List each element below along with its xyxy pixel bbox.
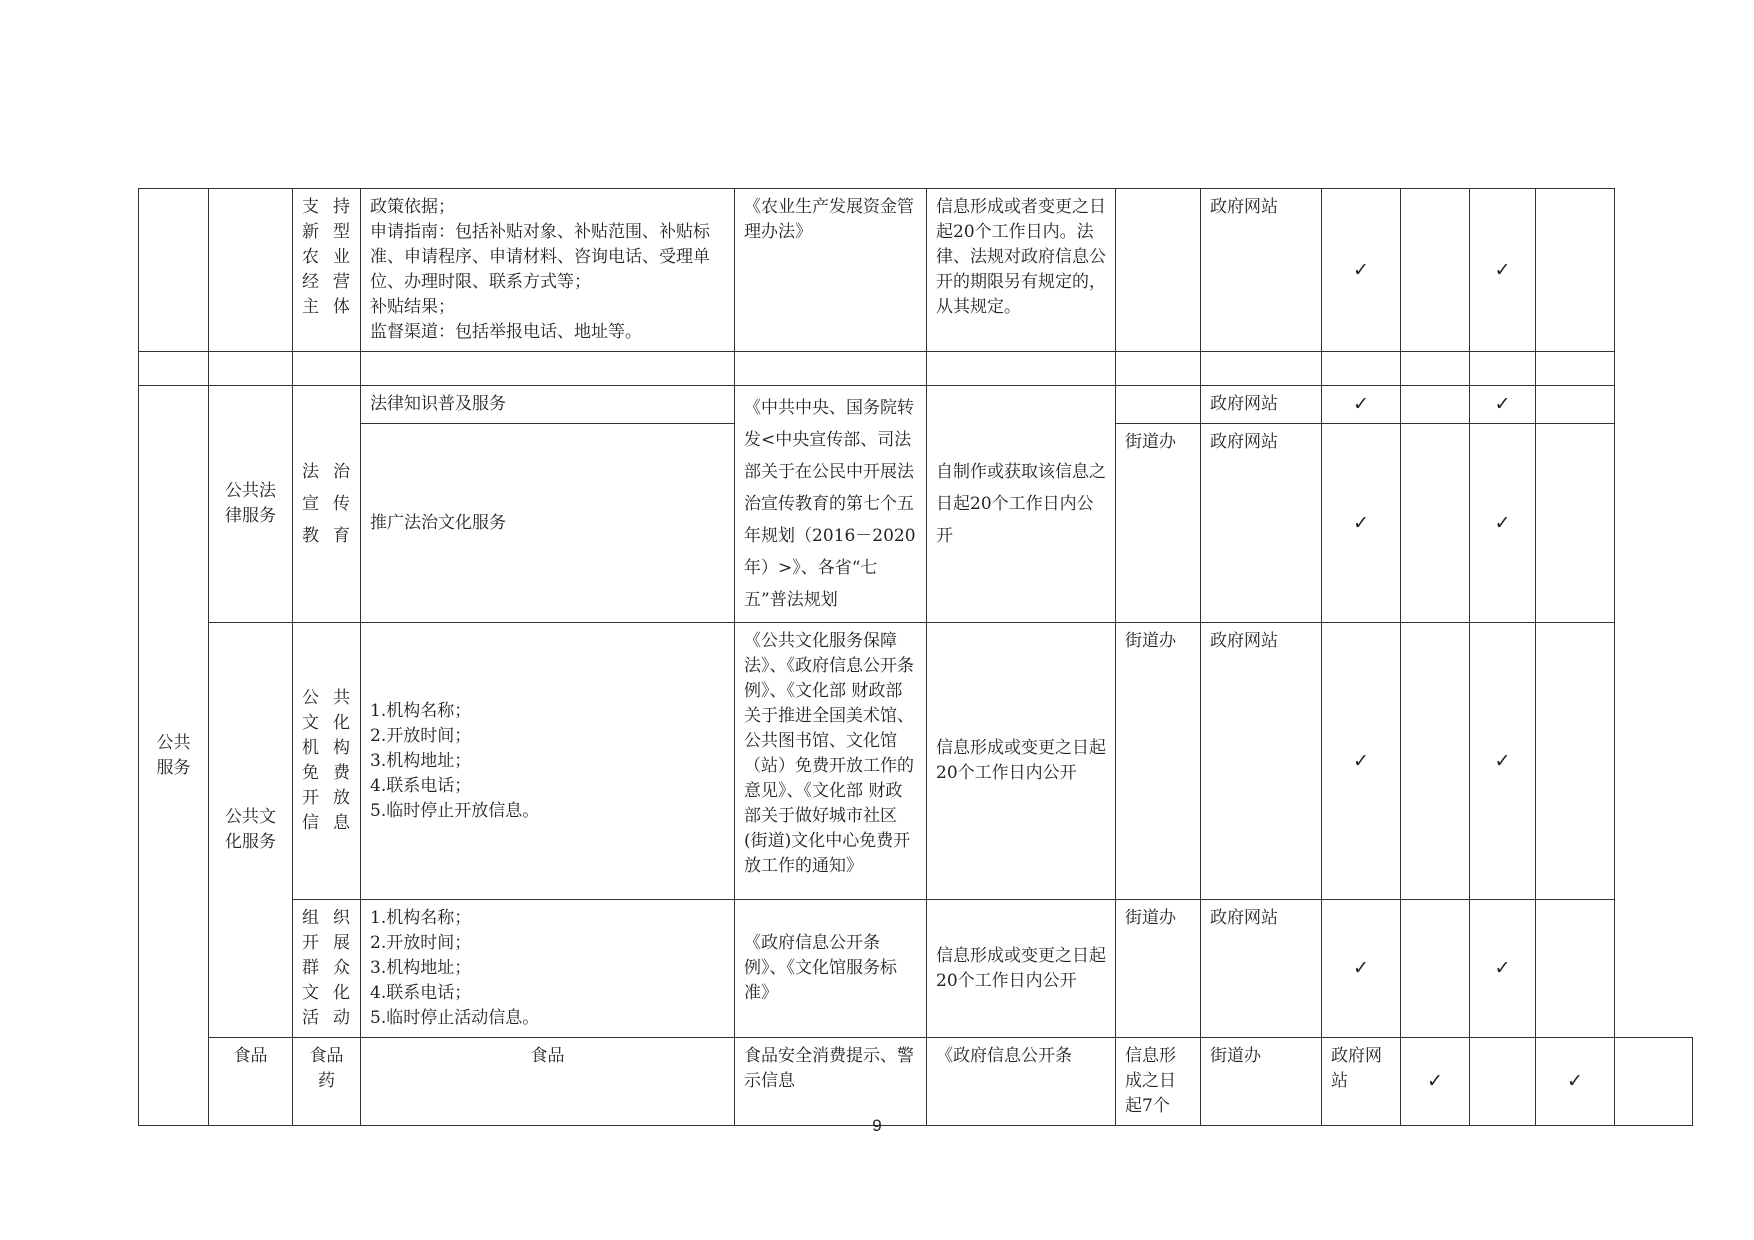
table-row (139, 386, 1693, 424)
level1-cell: 公共 服务 (139, 386, 209, 1126)
empty-cell (1536, 352, 1615, 386)
content-cell: 推广法治文化服务 (361, 424, 735, 623)
empty-cell (1615, 1038, 1693, 1126)
check-mark: ✓ (1322, 189, 1401, 352)
basis-cell: 《政府信息公开条例》、《文化馆服务标准》 (735, 900, 927, 1038)
table-row (139, 189, 1693, 352)
empty-cell (1536, 189, 1615, 352)
level1-cell (139, 189, 209, 352)
check-mark: ✓ (1470, 623, 1536, 900)
content-cell: 政策依据； 申请指南：包括补贴对象、补贴范围、补贴标准、申请程序、申请材料、咨询电话、受理单位、办理时限、联系方式等； 补贴结果； 监督渠道：包括举报电话、地址等。 (361, 189, 735, 352)
check-mark: ✓ (1322, 623, 1401, 900)
level2-cell: 公共文 化服务 (209, 623, 293, 1038)
check-mark: ✓ (1536, 1038, 1615, 1126)
table-row (139, 1038, 1693, 1126)
channel-cell: 政府网站 (1201, 386, 1322, 424)
level3-cell: 组织开展群众文化活动 (293, 900, 361, 1038)
check-mark: ✓ (1470, 424, 1536, 623)
level3-cell: 法治宣传教育 (293, 386, 361, 623)
time-cell: 自制作或获取该信息之日起20个工作日内公开 (927, 386, 1116, 623)
empty-cell (209, 352, 293, 386)
level1-cell: 食品 (209, 1038, 293, 1126)
level3-cell: 公共文化机构免费开放信息 (293, 623, 361, 900)
empty-cell (1401, 386, 1470, 424)
check-mark: ✓ (1470, 900, 1536, 1038)
channel-cell: 政府网站 (1201, 424, 1322, 623)
check-mark: ✓ (1401, 1038, 1470, 1126)
agency-cell: 街道办 (1116, 623, 1201, 900)
agency-cell (1116, 386, 1201, 424)
empty-cell (1401, 900, 1470, 1038)
basis-cell: 《政府信息公开条 (927, 1038, 1116, 1126)
level3-cell: 食品 (361, 1038, 735, 1126)
time-cell: 信息形成或者变更之日起20个工作日内。法律、法规对政府信息公开的期限另有规定的，从其规定。 (927, 189, 1116, 352)
time-cell: 信息形成或变更之日起20个工作日内公开 (927, 900, 1116, 1038)
empty-cell (1401, 623, 1470, 900)
content-cell: 法律知识普及服务 (361, 386, 735, 424)
basis-cell: 《农业生产发展资金管理办法》 (735, 189, 927, 352)
empty-cell (1116, 352, 1201, 386)
empty-cell (361, 352, 735, 386)
empty-cell (1536, 386, 1615, 424)
check-mark: ✓ (1322, 386, 1401, 424)
time-cell: 信息形成或变更之日起20个工作日内公开 (927, 623, 1116, 900)
channel-cell: 政府网站 (1201, 189, 1322, 352)
agency-cell: 街道办 (1201, 1038, 1322, 1126)
empty-cell (927, 352, 1116, 386)
empty-cell (1536, 900, 1615, 1038)
empty-cell (1536, 623, 1615, 900)
check-mark: ✓ (1322, 424, 1401, 623)
check-mark: ✓ (1322, 900, 1401, 1038)
check-mark: ✓ (1470, 386, 1536, 424)
level2-cell: 食品药 (293, 1038, 361, 1126)
empty-cell (735, 352, 927, 386)
basis-cell: 《中共中央、国务院转发<中央宣传部、司法部关于在公民中开展法治宣传教育的第七个五年规划（2016－2020年）>》、各省“七五”普法规划 (735, 386, 927, 623)
agency-cell (1116, 189, 1201, 352)
empty-cell (1536, 424, 1615, 623)
content-cell: 食品安全消费提示、警示信息 (735, 1038, 927, 1126)
empty-cell (1470, 352, 1536, 386)
content-cell: 1.机构名称； 2.开放时间； 3.机构地址； 4.联系电话； 5.临时停止开放信息。 (361, 623, 735, 900)
table-row (139, 900, 1693, 1038)
basis-cell: 《公共文化服务保障法》、《政府信息公开条例》、《文化部 财政部关于推进全国美术馆、公共图书馆、文化馆（站）免费开放工作的意见》、《文化部 财政部关于做好城市社区(街道)文化中心免费开放工作的通知》 (735, 623, 927, 900)
page-number: 9 (872, 1116, 882, 1135)
channel-cell: 政府网站 (1201, 623, 1322, 900)
empty-cell (139, 352, 209, 386)
check-mark: ✓ (1470, 189, 1536, 352)
empty-cell (1322, 352, 1401, 386)
empty-cell (1401, 189, 1470, 352)
empty-cell (1201, 352, 1322, 386)
time-cell: 信息形成之日起7个 (1116, 1038, 1201, 1126)
level2-cell: 公共法 律服务 (209, 386, 293, 623)
empty-cell (1401, 424, 1470, 623)
channel-cell: 政府网站 (1322, 1038, 1401, 1126)
level3-cell: 支持新型农业经营主体 (293, 189, 361, 352)
empty-cell (1470, 1038, 1536, 1126)
empty-cell (1401, 352, 1470, 386)
channel-cell: 政府网站 (1201, 900, 1322, 1038)
agency-cell: 街道办 (1116, 424, 1201, 623)
agency-cell: 街道办 (1116, 900, 1201, 1038)
content-cell: 1.机构名称； 2.开放时间； 3.机构地址； 4.联系电话； 5.临时停止活动信息。 (361, 900, 735, 1038)
level2-cell (209, 189, 293, 352)
table-row (139, 623, 1693, 900)
disclosure-table (138, 188, 1693, 1126)
table-row (139, 352, 1693, 386)
empty-cell (293, 352, 361, 386)
